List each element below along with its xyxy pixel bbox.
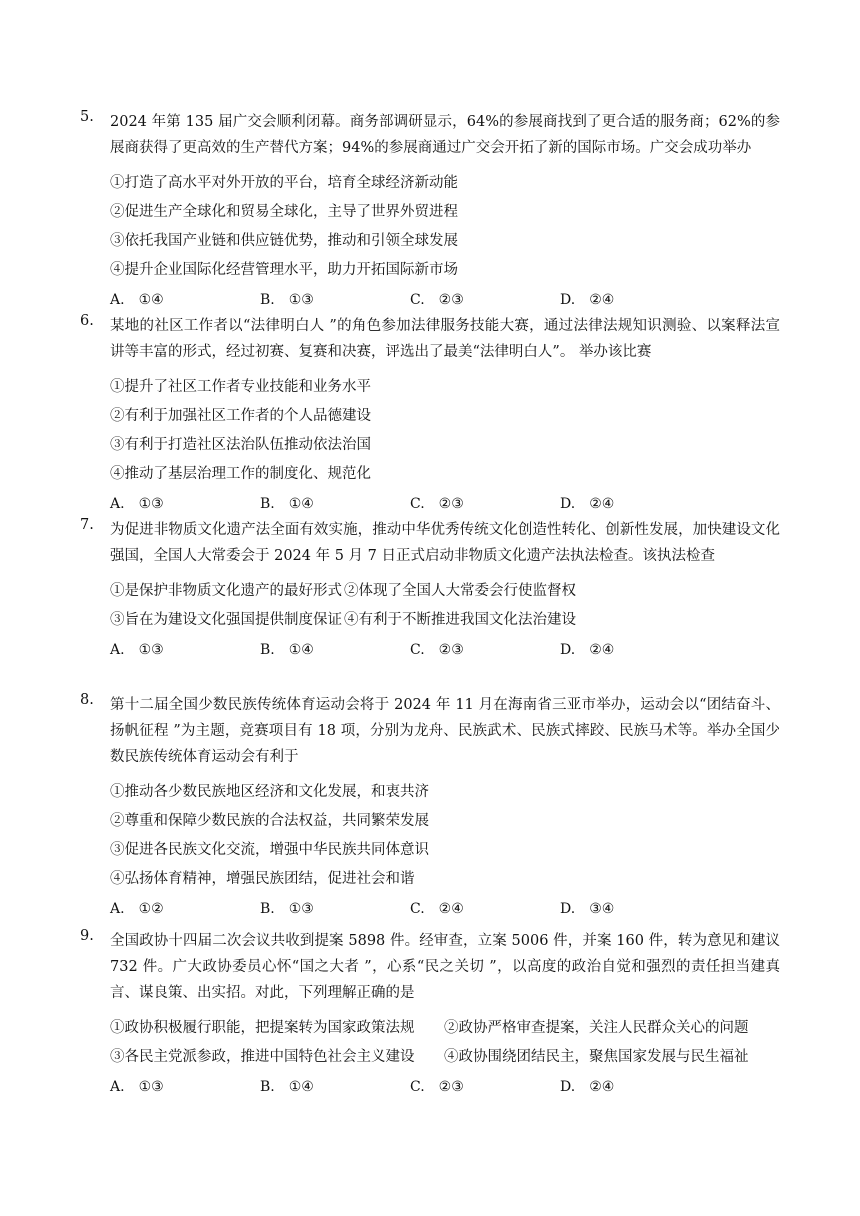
statement-3: ③旨在为建设文化强国提供制度保证 xyxy=(110,612,342,628)
option-c[interactable] xyxy=(410,491,560,517)
option-text: ①③ xyxy=(138,642,164,658)
option-b[interactable] xyxy=(260,637,410,663)
option-letter: C. xyxy=(410,496,425,512)
statement-row-1 xyxy=(110,577,780,606)
statement-2: ②促进生产全球化和贸易全球化，主导了世界外贸进程 xyxy=(110,204,458,220)
option-letter: A. xyxy=(110,292,125,308)
question-7 xyxy=(80,517,780,663)
option-letter: D. xyxy=(560,1079,576,1095)
statement-3: ③有利于打造社区法治队伍推动依法治国 xyxy=(110,437,371,453)
statement-3: ③促进各民族文化交流，增强中华民族共同体意识 xyxy=(110,842,429,858)
question-number: 9. xyxy=(80,928,94,944)
statement-1: ①政协积极履行职能，把提案转为国家政策法规 xyxy=(110,1020,415,1036)
statement-1: ①打造了高水平对外开放的平台，培育全球经济新动能 xyxy=(110,175,458,191)
option-letter: C. xyxy=(410,1079,425,1095)
question-text: 第十二届全国少数民族传统体育运动会将于 2024 年 11 月在海南省三亚市举办，运动会以“团结奋斗、扬帆征程 ”为主题，竞赛项目有 18 项，分别为龙舟、民族武术、民族式摔跤、民族马术等。举办全国少数民族传统体育运动会有利于 xyxy=(110,697,780,765)
option-letter: B. xyxy=(260,292,275,308)
statement-2: ②有利于加强社区工作者的个人品德建设 xyxy=(110,408,371,424)
option-c[interactable] xyxy=(410,287,560,313)
option-text: ①③ xyxy=(138,1079,164,1095)
option-text: ②④ xyxy=(438,901,464,917)
option-letter: C. xyxy=(410,292,425,308)
option-a[interactable] xyxy=(110,491,260,517)
option-b[interactable] xyxy=(260,287,410,313)
option-letter: B. xyxy=(260,1079,275,1095)
statement-row-2 xyxy=(110,1043,780,1072)
option-letter: C. xyxy=(410,901,425,917)
option-letter: B. xyxy=(260,642,275,658)
option-c[interactable] xyxy=(410,896,560,922)
question-stem xyxy=(80,313,780,365)
option-d[interactable] xyxy=(560,491,710,517)
question-stem xyxy=(80,928,780,1006)
option-d[interactable] xyxy=(560,896,710,922)
answer-options xyxy=(110,637,780,663)
option-text: ①④ xyxy=(288,496,314,512)
option-text: ①③ xyxy=(138,496,164,512)
question-6 xyxy=(80,313,780,517)
answer-options xyxy=(110,1074,780,1100)
option-letter: A. xyxy=(110,642,125,658)
question-text: 为促进非物质文化遗产法全面有效实施，推动中华优秀传统文化创造性转化、创新性发展，加快建设文化强国，全国人大常委会于 2024 年 5 月 7 日正式启动非物质文化遗产法执法检查。该执法检查 xyxy=(110,522,780,564)
statement-4: ④政协围绕团结民主，聚焦国家发展与民生福祉 xyxy=(444,1049,749,1065)
question-text: 全国政协十四届二次会议共收到提案 5898 件。经审查，立案 5006 件，并案 160 件，转为意见和建议 732 件。广大政协委员心怀“国之大者 ”，心系“民之关切 ”，以高度的政治自觉和强烈的责任担当建真言、谋良策、出实招。对此，下列理解正确的是 xyxy=(110,933,780,1001)
option-text: ②③ xyxy=(438,642,464,658)
question-number: 6. xyxy=(80,313,94,329)
option-letter: B. xyxy=(260,496,275,512)
option-text: ②④ xyxy=(589,292,615,308)
statement-1: ①是保护非物质文化遗产的最好形式 xyxy=(110,583,342,599)
option-text: ②③ xyxy=(438,292,464,308)
option-a[interactable] xyxy=(110,637,260,663)
option-a[interactable] xyxy=(110,287,260,313)
option-d[interactable] xyxy=(560,287,710,313)
option-letter: B. xyxy=(260,901,275,917)
statement-4: ④推动了基层治理工作的制度化、规范化 xyxy=(110,466,371,482)
option-letter: D. xyxy=(560,292,576,308)
statement-4: ④有利于不断推进我国文化法治建设 xyxy=(344,612,576,628)
statement-3: ③依托我国产业链和供应链优势，推动和引领全球发展 xyxy=(110,233,458,249)
answer-options xyxy=(110,491,780,517)
question-stem xyxy=(80,692,780,770)
question-5 xyxy=(80,109,780,313)
question-stem xyxy=(80,517,780,569)
statement-3: ③各民主党派参政，推进中国特色社会主义建设 xyxy=(110,1049,415,1065)
option-text: ②④ xyxy=(589,496,615,512)
option-text: ①④ xyxy=(288,642,314,658)
option-text: ②③ xyxy=(438,496,464,512)
statement-4: ④提升企业国际化经营管理水平，助力开拓国际新市场 xyxy=(110,262,458,278)
statement-4: ④弘扬体育精神，增强民族团结，促进社会和谐 xyxy=(110,871,415,887)
question-stem xyxy=(80,109,780,161)
option-b[interactable] xyxy=(260,896,410,922)
option-letter: C. xyxy=(410,642,425,658)
option-text: ②④ xyxy=(589,1079,615,1095)
option-letter: A. xyxy=(110,901,125,917)
option-letter: D. xyxy=(560,901,576,917)
option-letter: D. xyxy=(560,642,576,658)
option-text: ①③ xyxy=(288,292,314,308)
option-c[interactable] xyxy=(410,1074,560,1100)
option-d[interactable] xyxy=(560,1074,710,1100)
option-a[interactable] xyxy=(110,896,260,922)
question-text: 某地的社区工作者以“法律明白人 ”的角色参加法律服务技能大赛，通过法律法规知识测验、以案释法宣讲等丰富的形式，经过初赛、复赛和决赛，评选出了最美“法律明白人”。 举办该比赛 xyxy=(110,318,780,360)
answer-options xyxy=(110,896,780,922)
question-9 xyxy=(80,928,780,1100)
option-text: ①② xyxy=(138,901,164,917)
option-a[interactable] xyxy=(110,1074,260,1100)
option-text: ①④ xyxy=(138,292,164,308)
option-d[interactable] xyxy=(560,637,710,663)
option-letter: A. xyxy=(110,1079,125,1095)
statement-row-2 xyxy=(110,606,780,635)
option-text: ②③ xyxy=(438,1079,464,1095)
answer-options xyxy=(110,287,780,313)
option-c[interactable] xyxy=(410,637,560,663)
option-letter: A. xyxy=(110,496,125,512)
option-text: ①④ xyxy=(288,1079,314,1095)
option-text: ①③ xyxy=(288,901,314,917)
option-text: ②④ xyxy=(589,642,615,658)
question-number: 8. xyxy=(80,692,94,708)
option-b[interactable] xyxy=(260,491,410,517)
statement-2: ②尊重和保障少数民族的合法权益，共同繁荣发展 xyxy=(110,813,429,829)
question-8 xyxy=(80,692,780,922)
statement-2: ②政协严格审查提案，关注人民群众关心的问题 xyxy=(444,1020,749,1036)
statement-1: ①提升了社区工作者专业技能和业务水平 xyxy=(110,379,371,395)
option-b[interactable] xyxy=(260,1074,410,1100)
question-text: 2024 年第 135 届广交会顺利闭幕。商务部调研显示，64%的参展商找到了更合适的服务商；62%的参展商获得了更高效的生产替代方案；94%的参展商通过广交会开拓了新的国际市场。广交会成功举办 xyxy=(110,114,780,156)
statement-2: ②体现了全国人大常委会行使监督权 xyxy=(344,583,576,599)
option-text: ③④ xyxy=(589,901,615,917)
question-number: 5. xyxy=(80,109,94,125)
statement-1: ①推动各少数民族地区经济和文化发展，和衷共济 xyxy=(110,784,429,800)
option-letter: D. xyxy=(560,496,576,512)
statement-row-1 xyxy=(110,1014,780,1043)
question-number: 7. xyxy=(80,517,94,533)
